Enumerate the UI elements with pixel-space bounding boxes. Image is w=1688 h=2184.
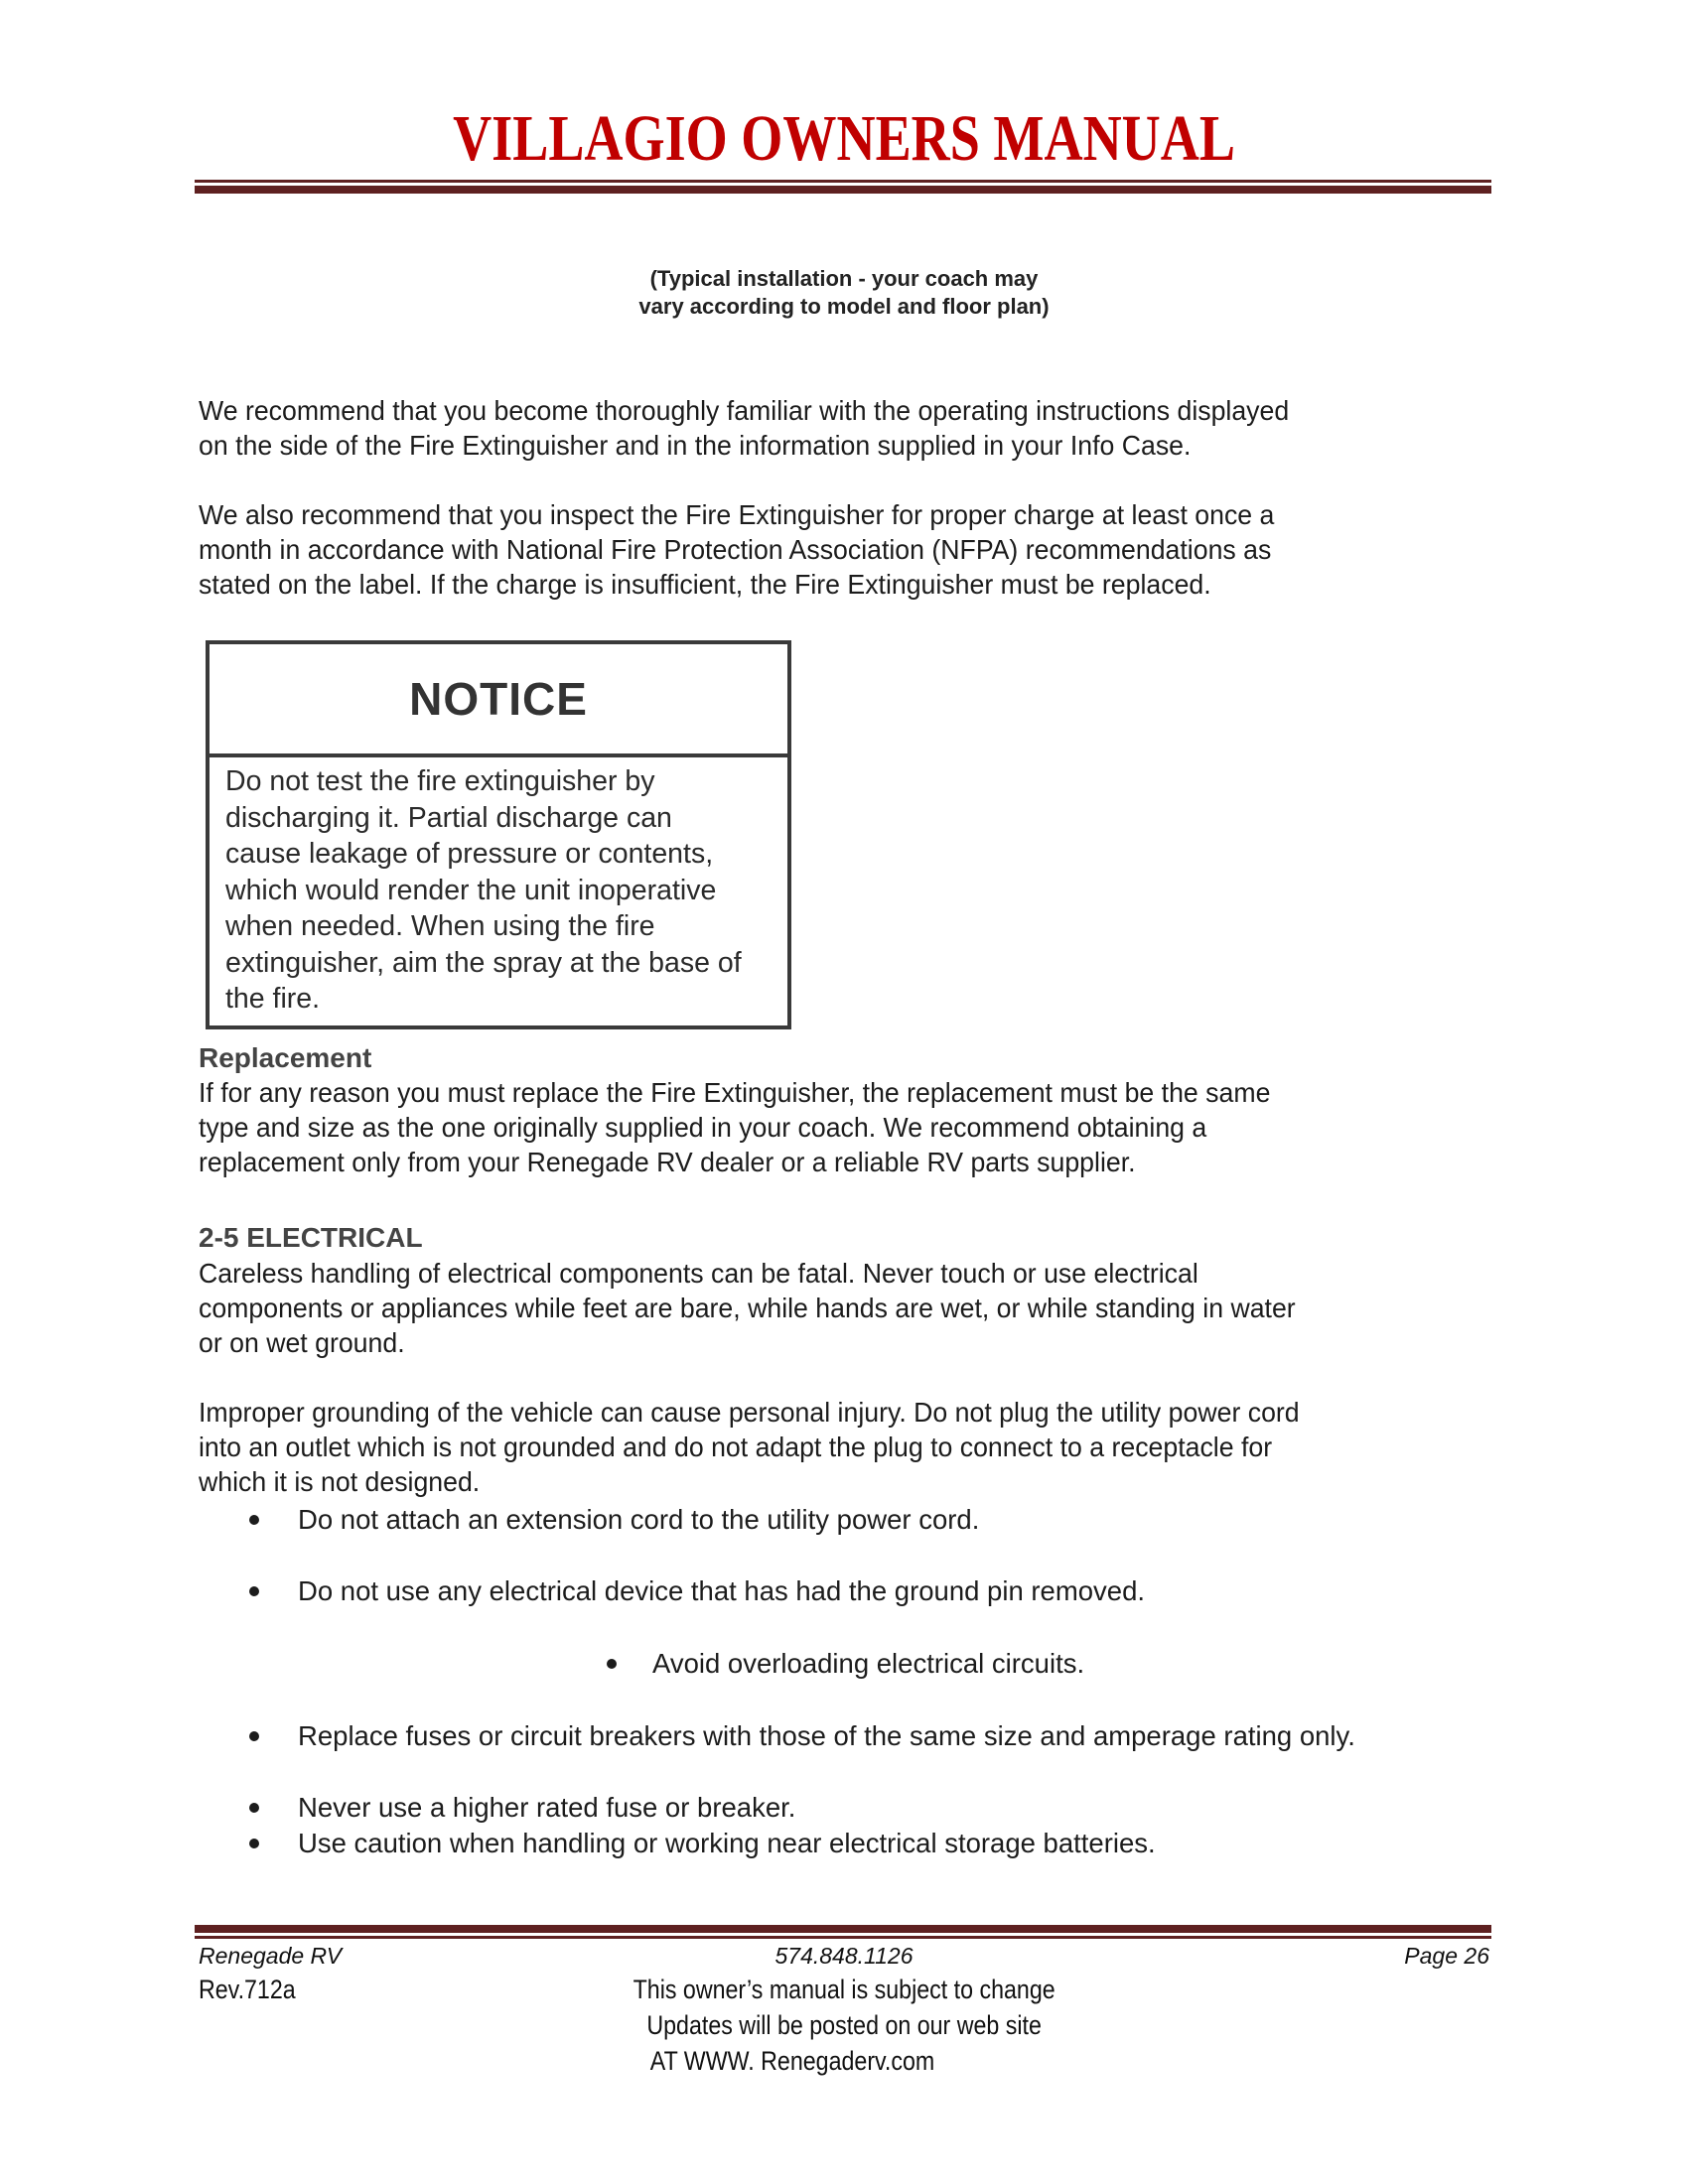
notice-line: discharging it. Partial discharge can	[225, 801, 672, 834]
document-title: VILLAGIO OWNERS MANUAL	[453, 102, 1235, 175]
bullet-icon	[607, 1659, 617, 1669]
text-line: stated on the label. If the charge is insufficient, the Fire Extinguisher must be replaced.	[199, 569, 1211, 600]
notice-box	[206, 640, 791, 1029]
electrical-paragraph-1	[199, 1256, 1451, 1360]
notice-line: cause leakage of pressure or contents,	[225, 838, 714, 870]
bullet-icon	[249, 1515, 259, 1525]
text-line: components or appliances while feet are bare, while hands are wet, or while standing in water	[199, 1293, 1296, 1323]
bullet-item: Never use a higher rated fuse or breaker.	[298, 1792, 796, 1823]
notice-body	[210, 757, 787, 1018]
text-line: If for any reason you must replace the Fire Extinguisher, the replacement must be the same	[199, 1077, 1271, 1108]
electrical-paragraph-2	[199, 1395, 1451, 1499]
footer-phone: 574.848.1126	[774, 1943, 914, 1969]
bullet-item: Avoid overloading electrical circuits.	[652, 1648, 1085, 1679]
text-line: which it is not designed.	[199, 1466, 481, 1497]
intro-paragraph	[199, 393, 1451, 463]
text-line: replacement only from your Renegade RV dealer or a reliable RV parts supplier.	[199, 1147, 1136, 1177]
image-caption-line-1: (Typical installation - your coach may	[649, 266, 1039, 291]
bullet-icon	[249, 1586, 259, 1596]
footer-company: Renegade RV	[199, 1943, 343, 1969]
text-line: month in accordance with National Fire Protection Association (NFPA) recommendations as	[199, 534, 1272, 565]
electrical-section-heading: 2-5 ELECTRICAL	[199, 1222, 423, 1253]
text-line: Improper grounding of the vehicle can cause personal injury. Do not plug the utility power cord	[199, 1397, 1300, 1428]
header-rule-thin	[195, 180, 1491, 183]
footer-update-notice	[0, 1972, 1688, 2079]
notice-line: Do not test the fire extinguisher by	[225, 765, 655, 797]
notice-line: the fire.	[225, 983, 321, 1015]
notice-line: when needed. When using the fire	[225, 910, 655, 942]
replacement-heading: Replacement	[199, 1042, 372, 1073]
text-line: or on wet ground.	[199, 1327, 405, 1358]
text-line: type and size as the one originally supplied in your coach. We recommend obtaining a	[199, 1112, 1207, 1143]
bullet-icon	[249, 1839, 259, 1848]
text-line: into an outlet which is not grounded and do not adapt the plug to connect to a receptacle for	[199, 1432, 1273, 1462]
header-rule-thick	[195, 186, 1491, 194]
bullet-item: Replace fuses or circuit breakers with those of the same size and amperage rating only.	[298, 1720, 1355, 1751]
bullet-item: Use caution when handling or working near electrical storage batteries.	[298, 1828, 1156, 1858]
bullet-icon	[249, 1803, 259, 1813]
bullet-icon	[249, 1731, 259, 1741]
footer-notice-line: This owner’s manual is subject to change	[633, 1975, 1055, 2004]
bullet-item: Do not use any electrical device that has had the ground pin removed.	[298, 1575, 1146, 1606]
text-line: We recommend that you become thoroughly familiar with the operating instructions displayed	[199, 395, 1290, 426]
text-line: We also recommend that you inspect the Fire Extinguisher for proper charge at least once a	[199, 499, 1275, 530]
text-line: on the side of the Fire Extinguisher and in the information supplied in your Info Case.	[199, 430, 1192, 461]
footer-notice-line: AT WWW. Renegaderv.com	[649, 2046, 935, 2076]
text-line: Careless handling of electrical components can be fatal. Never touch or use electrical	[199, 1258, 1198, 1289]
inspection-paragraph	[199, 497, 1451, 602]
notice-line: extinguisher, aim the spray at the base of	[225, 946, 742, 979]
footer-notice-line: Updates will be posted on our web site	[646, 2010, 1042, 2040]
replacement-paragraph	[199, 1075, 1451, 1179]
image-caption-line-2: vary according to model and floor plan)	[638, 294, 1050, 319]
notice-line: which would render the unit inoperative	[225, 874, 717, 906]
footer-revision: Rev.712a	[199, 1975, 296, 2004]
notice-title: NOTICE	[210, 644, 787, 757]
footer-page-number: Page 26	[1404, 1943, 1489, 1969]
footer-rule-thick	[195, 1925, 1491, 1933]
footer-rule-thin	[195, 1936, 1491, 1939]
bullet-item: Do not attach an extension cord to the utility power cord.	[298, 1504, 980, 1535]
